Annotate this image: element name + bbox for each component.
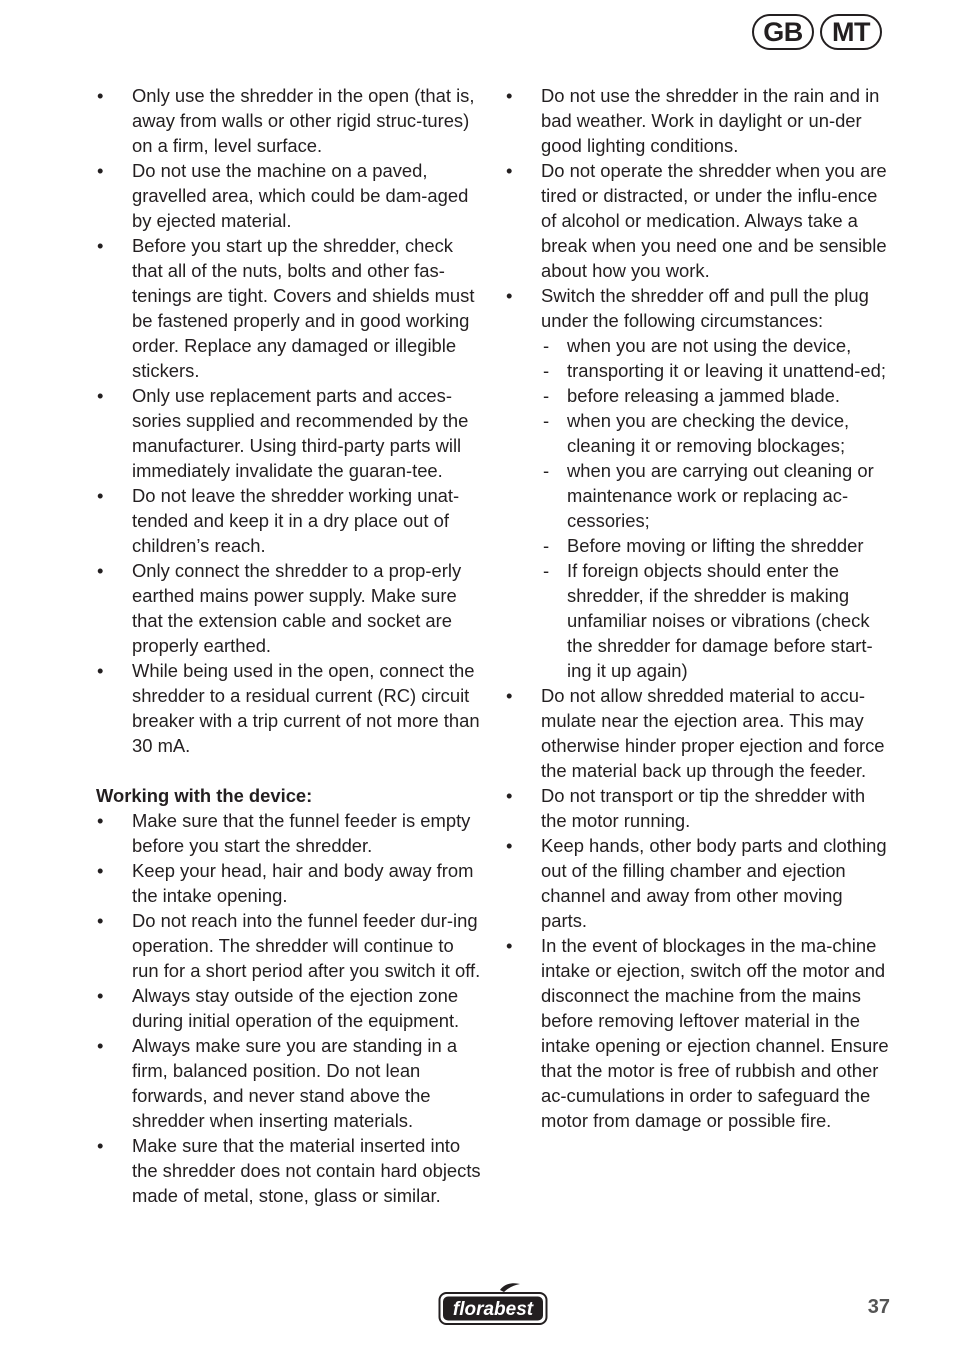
section-heading: Working with the device: [96, 785, 313, 806]
list-item: • Make sure that the funnel feeder is empty before you start the shredder. [96, 808, 484, 858]
sub-list-item: - when you are checking the device, cleaning it or removing blockages; [541, 408, 893, 458]
florabest-logo [438, 1282, 548, 1326]
language-badge-gb: GB [752, 14, 814, 50]
list-item: • Do not allow shredded material to accu-mulate near the ejection area. This may otherwise hinder proper ejection and force the material back up through the feeder. [505, 683, 893, 783]
logo-text: florabest [452, 1299, 534, 1320]
list-item: • Before you start up the shredder, check that all of the nuts, bolts and other fas-tenings are tight. Covers and shields must be fastened properly and in good working order. Replace any damaged or illegible stickers. [96, 233, 484, 383]
safety-list-general [96, 83, 484, 758]
list-item: • Do not operate the shredder when you are tired or distracted, or under the influ-ence of alcohol or medication. Always take a break when you need one and be sensible about how you work. [505, 158, 893, 283]
safety-list-working [96, 808, 484, 1208]
list-item: • While being used in the open, connect the shredder to a residual current (RC) circuit breaker with a trip current of not more than 30 mA. [96, 658, 484, 758]
language-badge-mt: MT [820, 14, 882, 50]
list-item: • In the event of blockages in the ma-chine intake or ejection, switch off the motor and disconnect the machine from the mains before removing leftover material in the intake opening or ejection channel. Ensure that the motor is free of rubbish and other ac-cumulations in order to safeguard the motor from damage or possible fire. [505, 933, 893, 1133]
list-item: • Only use the shredder in the open (that is, away from walls or other rigid struc-tures) on a firm, level surface. [96, 83, 484, 158]
list-item: • Do not leave the shredder working unat-tended and keep it in a dry place out of children’s reach. [96, 483, 484, 558]
language-badges [752, 14, 882, 50]
page-number: 37 [867, 1296, 890, 1318]
list-item-switch-off [505, 283, 893, 683]
sub-list-item: - before releasing a jammed blade. [541, 383, 893, 408]
list-item: • Do not use the shredder in the rain and in bad weather. Work in daylight or un-der good lighting conditions. [505, 83, 893, 158]
list-item: • Do not use the machine on a paved, gravelled area, which could be dam-aged by ejected material. [96, 158, 484, 233]
safety-list-right [505, 83, 893, 1133]
switch-off-sublist [541, 333, 893, 683]
sub-list-item: - If foreign objects should enter the shredder, if the shredder is making unfamiliar noises or vibrations (check the shredder for damage before start-ing it up again) [541, 558, 893, 683]
list-item: • Only connect the shredder to a prop-erly earthed mains power supply. Make sure that the extension cable and socket are properly earthed. [96, 558, 484, 658]
list-item: • Make sure that the material inserted into the shredder does not contain hard objects made of metal, stone, glass or similar. [96, 1133, 484, 1208]
list-item: • Only use replacement parts and acces-sories supplied and recommended by the manufacturer. Using third-party parts will immediately invalidate the guaran-tee. [96, 383, 484, 483]
sub-list-item: - when you are not using the device, [541, 333, 893, 358]
list-item: • Always make sure you are standing in a firm, balanced position. Do not lean forwards, and never stand above the shredder when inserting materials. [96, 1033, 484, 1133]
list-item: • Keep hands, other body parts and clothing out of the filling chamber and ejection channel and away from other moving parts. [505, 833, 893, 933]
switch-off-intro: Switch the shredder off and pull the plug under the following circumstances: [541, 285, 869, 331]
list-item: • Do not reach into the funnel feeder dur-ing operation. The shredder will continue to run for a short period after you switch it off. [96, 908, 484, 983]
sub-list-item: - Before moving or lifting the shredder [541, 533, 893, 558]
sub-list-item: - transporting it or leaving it unattend-ed; [541, 358, 893, 383]
logo-leaf-icon [500, 1283, 520, 1292]
sub-list-item: - when you are carrying out cleaning or maintenance work or replacing ac-cessories; [541, 458, 893, 533]
right-column [505, 83, 893, 1133]
list-item: • Always stay outside of the ejection zone during initial operation of the equipment. [96, 983, 484, 1033]
left-column [96, 83, 484, 1208]
list-item: • Do not transport or tip the shredder with the motor running. [505, 783, 893, 833]
list-item: • Keep your head, hair and body away from the intake opening. [96, 858, 484, 908]
